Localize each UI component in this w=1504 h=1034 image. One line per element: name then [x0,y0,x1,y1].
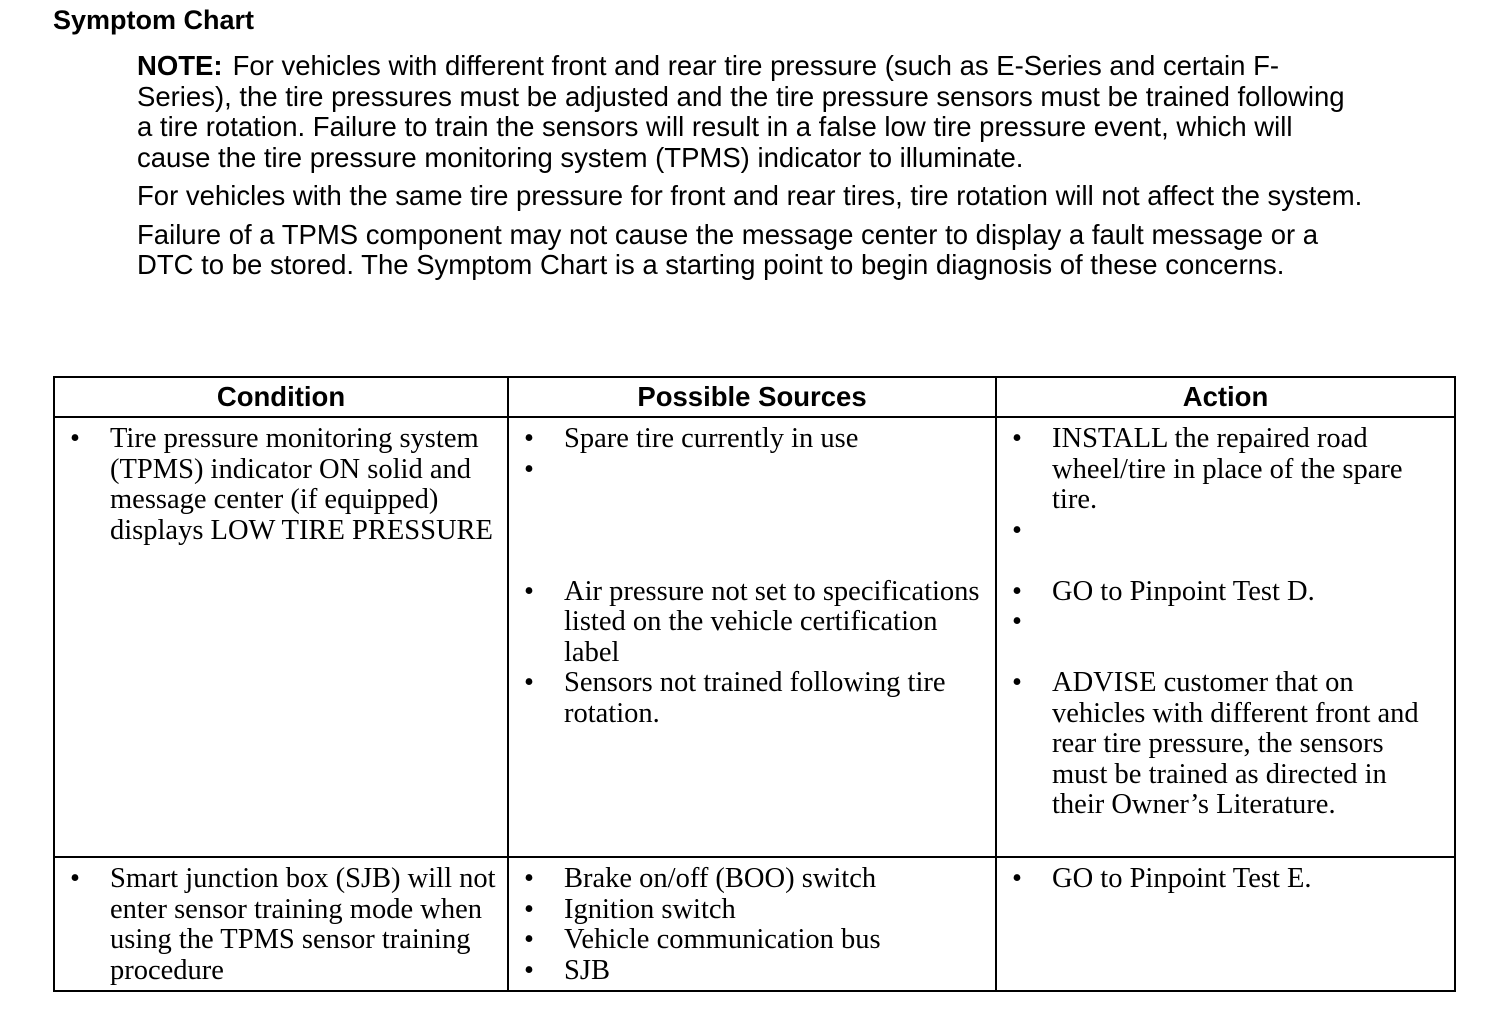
action-item: • INSTALL the repaired road wheel/tire in place of the spare tire. [1007,424,1444,516]
actions-list [1007,864,1444,895]
table-header-row [54,377,1455,417]
header-condition: Condition [54,377,508,417]
source-item: • Spare tire currently in use [519,424,985,455]
source-item: • SJB [519,956,985,987]
condition-cell [54,417,508,857]
condition-list [65,864,497,986]
action-item: • ADVISE customer that on vehicles with different front and rear tire pressure, the sensors must be trained as directed in their Owner’s Literature. [1007,668,1444,821]
sources-cell [508,857,996,991]
condition-cell [54,857,508,991]
source-item: • Vehicle communication bus [519,925,985,956]
table-row [54,417,1455,857]
source-item: • Sensors not trained following tire rotation. [519,668,985,729]
action-cell [996,857,1455,991]
action-cell [996,417,1455,857]
condition-item: • Tire pressure monitoring system (TPMS) indicator ON solid and message center (if equipped) displays LOW TIRE PRESSURE [65,424,497,546]
note-label: NOTE: [137,50,223,81]
section-title: Symptom Chart [53,5,255,35]
sources-list [519,424,985,729]
spacer [1007,607,1444,668]
condition-item: • Smart junction box (SJB) will not enter sensor training mode when using the TPMS sensor training procedure [65,864,497,986]
note-paragraph-3: Failure of a TPMS component may not cause the message center to display a fault message or a DTC to be stored. The Symptom Chart is a starting point to begin diagnosis of these concerns. [137,218,1319,280]
actions-list [1007,424,1444,821]
note-text-1: For vehicles with different front and rear tire pressure (such as E-Series and certain F-Series), the tire pressures must be adjusted and the tire pressure sensors must be trained following a tire rotation. Failure to train the sensors will result in a false low tire pressure event, which will cause the tire pressure monitoring system (TPMS) indicator to illuminate. [137,50,1345,173]
table-row [54,857,1455,991]
source-item: • Ignition switch [519,895,985,926]
note-paragraph-2: For vehicles with the same tire pressure for front and rear tires, tire rotation will not affect the system. [137,180,1363,211]
source-item: • Air pressure not set to specifications listed on the vehicle certification label [519,577,985,669]
sources-list [519,864,985,986]
note-paragraph-1 [137,51,1367,173]
condition-list [65,424,497,546]
spacer [519,455,985,577]
action-item: • GO to Pinpoint Test E. [1007,864,1444,895]
action-item: • GO to Pinpoint Test D. [1007,577,1444,608]
spacer [1007,516,1444,577]
header-action: Action [996,377,1455,417]
sources-cell [508,417,996,857]
source-item: • Brake on/off (BOO) switch [519,864,985,895]
note-block [137,51,1367,289]
symptom-table [53,376,1456,992]
header-possible-sources: Possible Sources [508,377,996,417]
